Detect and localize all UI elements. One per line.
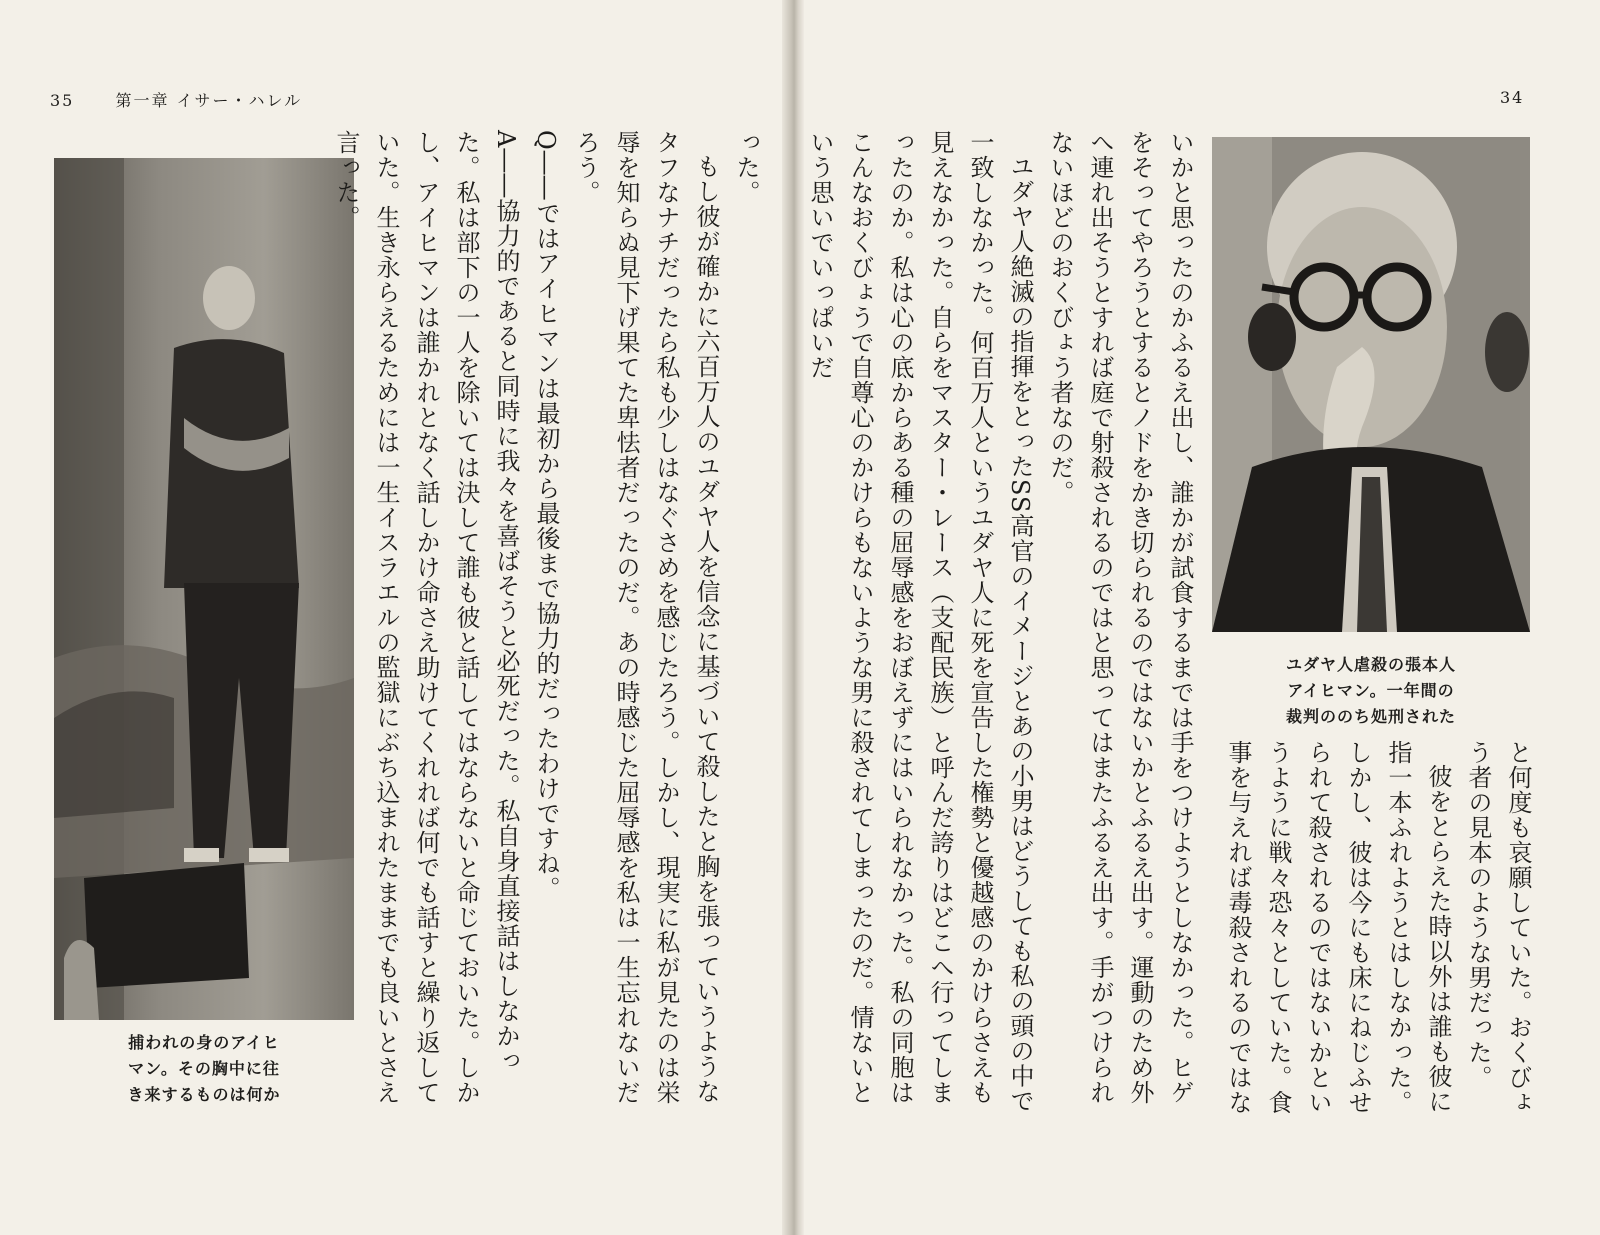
left-photo-captive bbox=[54, 158, 354, 1020]
right-body-text bbox=[806, 130, 1200, 1120]
right-photo-caption bbox=[1212, 652, 1530, 730]
left-body-text bbox=[332, 130, 766, 1120]
right-paragraph-1: いかと思ったのかふるえ出し、誰かが試食するまでは手をつけようとしなかった。ヒゲをそってやろうとするとノドをかき切られるのではないかとふるえ出す。運動のため外へ連れ出そうとすれば庭で射殺されるのではと思ってはまたふるえ出す。手がつけられないほどのおくびょう者なのだ。 bbox=[1046, 130, 1194, 1105]
left-photo-caption bbox=[54, 1030, 354, 1108]
left-paragraph-a: A――協力的であると同時に我々を喜ばそうと必死だった。私自身直接話はしなかった。私は部下の一人を除いては決して誰も彼と話してはならないと命じておいた。しかし、アイヒマンは誰かれとなく話しかけ命さえ助けてくれれば何でも話すと繰り返していた。生き永らえるためには一生イスラエルの監獄にぶち込まれたままでも良いとさえ言った。 bbox=[332, 130, 520, 1105]
right-caption-line-1: ユダヤ人虐殺の張本人 bbox=[1285, 655, 1456, 674]
portrait-photo-drawing bbox=[1212, 137, 1530, 632]
left-page-number: 35 bbox=[50, 91, 75, 110]
right-bottom-paragraph-1: と何度も哀願していた。おくびょう者の見本のような男だった。 bbox=[1464, 740, 1532, 1115]
left-caption-line-3: き来するものは何か bbox=[127, 1085, 281, 1104]
left-caption-line-1: 捕われの身のアイヒ bbox=[128, 1033, 280, 1052]
left-page-header bbox=[50, 88, 302, 111]
right-bottom-paragraph-2: 彼をとらえた時以外は誰も彼に指一本ふれようとはしなかった。しかし、彼は今にも床にねじふせられて殺されるのではないかというように戦々恐々としていた。食事を与えれば毒殺されるのではな bbox=[1224, 740, 1452, 1115]
right-page-header bbox=[1500, 88, 1524, 107]
left-paragraph-2: もし彼が確かに六百万人のユダヤ人を信念に基づいて殺したと胸を張っていうようなタフなナチだったら私も少しはなぐさめを感じたろう。しかし、現実に私が見たのは栄辱を知らぬ見下げ果てた卑怯者だったのだ。あの時感じた屈辱感を私は一生忘れないだろう。 bbox=[572, 130, 720, 1105]
right-page-number: 34 bbox=[1500, 88, 1525, 107]
left-paragraph-1: った。 bbox=[732, 130, 760, 205]
chapter-title: 第一章 イサー・ハレル bbox=[115, 91, 303, 110]
right-paragraph-2: ユダヤ人絶滅の指揮をとったSS高官のイメージとあの小男はどうしても私の頭の中で一致しなかった。何百万人というユダヤ人に死を宣告した権勢と優越感のかけらさえも見えなかった。自らをマスター・レース（支配民族）と呼んだ誇りはどこへ行ってしまったのか。私は心の底からある種の屈辱感をおぼえずにはいられなかった。私の同胞はこんなおくびょうで自尊心のかけらもないような男に殺されてしまったのだ。情ないという思いでいっぱいだ bbox=[806, 130, 1034, 1114]
captive-photo-drawing bbox=[54, 158, 354, 1020]
right-caption-line-3: 裁判ののち処刑された bbox=[1285, 707, 1456, 726]
right-bottom-text bbox=[1208, 740, 1538, 1130]
left-paragraph-q: Q――ではアイヒマンは最初から最後まで協力的だったわけですね。 bbox=[532, 130, 560, 901]
left-caption-line-2: マン。その胸中に往 bbox=[128, 1059, 280, 1078]
right-caption-line-2: アイヒマン。一年間の bbox=[1287, 681, 1455, 700]
right-photo-portrait bbox=[1212, 137, 1530, 632]
